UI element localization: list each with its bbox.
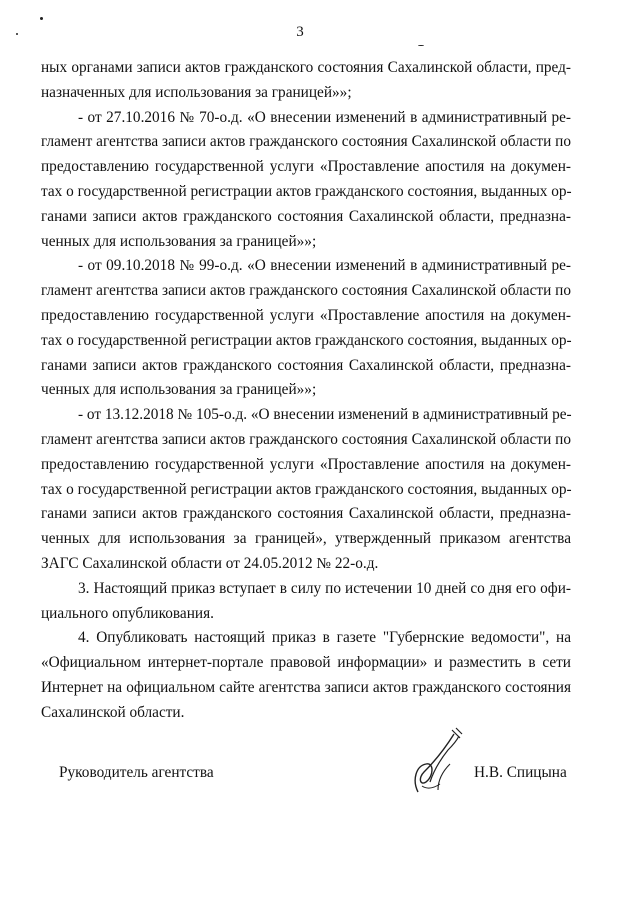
text-line: - от 09.10.2018 № 99-о.д. «О внесении изменений в административный ре- bbox=[78, 257, 571, 275]
text-line: 3. Настоящий приказ вступает в силу по истечении 10 дней со дня его офи- bbox=[78, 579, 571, 597]
text-line: тах о государственной регистрации актов гражданского состояния, выданных ор- bbox=[41, 182, 572, 200]
text-line: ЗАГС Сахалинской области от 24.05.2012 № 22-о.д. bbox=[41, 554, 379, 572]
text-line: гламент агентства записи актов гражданского состояния Сахалинской области по bbox=[41, 133, 571, 151]
text-line: ченных для использования за границей», утвержденный приказом агентства bbox=[41, 530, 571, 548]
text-line: 4. Опубликовать настоящий приказ в газете "Губернские ведомости", на bbox=[78, 629, 571, 647]
text-line: ганами записи актов гражданского состояния Сахалинской области, предназна- bbox=[41, 207, 571, 225]
text-line: Интернет на официальном сайте агентства записи актов гражданского состояния bbox=[41, 678, 571, 696]
scan-speck bbox=[40, 17, 43, 20]
text-line: Сахалинской области. bbox=[41, 703, 185, 721]
text-line: ных органами записи актов гражданского состояния Сахалинской области, пред- bbox=[41, 59, 571, 76]
text-line: - от 27.10.2016 № 70-о.д. «О внесении изменений в административный ре- bbox=[78, 108, 571, 126]
text-line: гламент агентства записи актов гражданского состояния Сахалинской области по bbox=[41, 430, 571, 448]
text-line: циального опубликования. bbox=[41, 604, 214, 622]
document-body bbox=[41, 56, 571, 726]
text-line: ченных для использования за границей»»; bbox=[41, 381, 317, 399]
text-line: тах о государственной регистрации актов гражданского состояния, выданных ор- bbox=[41, 331, 572, 349]
text-line: назначенных для использования за границей»»; bbox=[41, 83, 352, 101]
text-line: предоставлению государственной услуги «Проставление апостиля на докумен- bbox=[41, 455, 571, 473]
scan-speck bbox=[418, 45, 424, 46]
signature-block bbox=[41, 760, 571, 840]
text-line: ганами записи актов гражданского состояния Сахалинской области, предназна- bbox=[41, 505, 571, 523]
signatory-name: Н.В. Спицына bbox=[474, 764, 567, 781]
text-line: предоставлению государственной услуги «Проставление апостиля на докумен- bbox=[41, 158, 571, 176]
text-line: «Официальном интернет-портале правовой информации» и разместить в сети bbox=[41, 654, 571, 672]
text-line: ганами записи актов гражданского состояния Сахалинской области, предназна- bbox=[41, 356, 571, 374]
handwritten-signature bbox=[404, 720, 474, 800]
text-line: - от 13.12.2018 № 105-о.д. «О внесении изменений в административный ре- bbox=[78, 406, 572, 424]
text-line: гламент агентства записи актов гражданского состояния Сахалинской области по bbox=[41, 282, 571, 300]
text-line: ченных для использования за границей»»; bbox=[41, 232, 317, 250]
page-number: 3 bbox=[296, 24, 304, 40]
text-line: предоставлению государственной услуги «Проставление апостиля на докумен- bbox=[41, 306, 571, 324]
signatory-position: Руководитель агентства bbox=[59, 764, 214, 781]
text-line: тах о государственной регистрации актов гражданского состояния, выданных ор- bbox=[41, 480, 572, 498]
